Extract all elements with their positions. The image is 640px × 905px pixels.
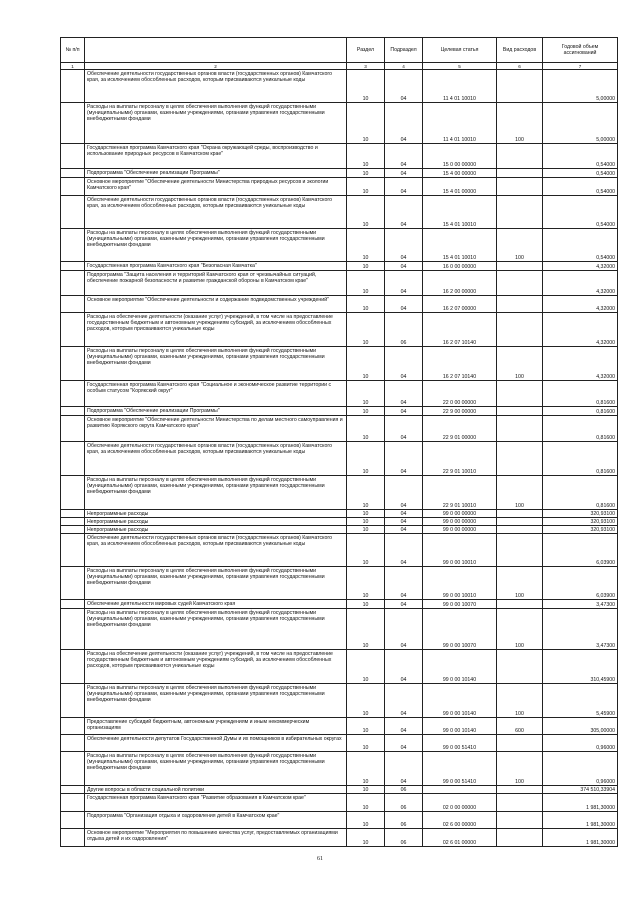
table-row [61, 718, 618, 735]
cell-csr: 22 9 01 10010 [423, 476, 497, 510]
cell-sum: 1 981,30000 [543, 794, 618, 812]
cell-razdel: 10 [347, 829, 385, 847]
cell-csr: 99 0 00 00000 [423, 510, 497, 518]
cell-csr: 15 4 01 00000 [423, 178, 497, 196]
cell-vr [497, 735, 543, 752]
column-number: 5 [423, 63, 497, 70]
cell-csr: 99 0 00 10140 [423, 718, 497, 735]
cell-vr: 100 [497, 347, 543, 381]
cell-podrazdel: 04 [385, 735, 423, 752]
cell-vr [497, 812, 543, 829]
cell-vr [497, 262, 543, 271]
cell-podrazdel: 06 [385, 794, 423, 812]
cell-podrazdel: 04 [385, 407, 423, 416]
cell-vr [497, 650, 543, 684]
cell-name: Обеспечение деятельности депутатов Государственной Думы и их помощников в избирательных округах [85, 735, 347, 752]
cell-sum: 0,54000 [543, 196, 618, 229]
cell-sum: 1 981,30000 [543, 829, 618, 847]
cell-podrazdel: 06 [385, 313, 423, 347]
table-row [61, 347, 618, 381]
cell-vr [497, 534, 543, 567]
cell-vr: 100 [497, 752, 543, 786]
cell-num [61, 718, 85, 735]
cell-razdel: 10 [347, 752, 385, 786]
table-row [61, 144, 618, 169]
table-row [61, 567, 618, 600]
cell-vr: 100 [497, 229, 543, 262]
column-number: 3 [347, 63, 385, 70]
budget-table-sheet [60, 37, 617, 847]
cell-sum: 6,03900 [543, 534, 618, 567]
cell-podrazdel: 06 [385, 786, 423, 794]
cell-sum: 310,45900 [543, 650, 618, 684]
cell-razdel: 10 [347, 518, 385, 526]
cell-csr: 99 0 00 10010 [423, 534, 497, 567]
cell-sum: 0,54000 [543, 178, 618, 196]
cell-podrazdel: 04 [385, 567, 423, 600]
table-row [61, 229, 618, 262]
header-sum: Годовой объем ассигнований [543, 38, 618, 63]
cell-razdel: 10 [347, 229, 385, 262]
cell-vr [497, 829, 543, 847]
cell-csr: 99 0 00 51410 [423, 735, 497, 752]
cell-name: Расходы на обеспечение деятельности (оказание услуг) учреждений, в том числе на предоставление государственным бюджетным и автономным учреждениям субсидий, за исключением обособленных расходов, которым присваиваются уникальные коды [85, 313, 347, 347]
cell-sum: 320,93100 [543, 518, 618, 526]
cell-num [61, 567, 85, 600]
table-row [61, 510, 618, 518]
table-row [61, 196, 618, 229]
cell-razdel: 10 [347, 169, 385, 178]
cell-sum: 1 981,30000 [543, 812, 618, 829]
cell-sum: 5,00000 [543, 70, 618, 103]
cell-vr [497, 144, 543, 169]
column-number: 4 [385, 63, 423, 70]
header-vr: Вид расходов [497, 38, 543, 63]
header-csr: Целевая статья [423, 38, 497, 63]
cell-podrazdel: 04 [385, 416, 423, 442]
cell-num [61, 416, 85, 442]
cell-name: Обеспечение деятельности государственных органов власти (государственных органов) Камчатского края, за исключением обособленных расходов, которым присваиваются уникальные коды [85, 442, 347, 476]
cell-csr: 22 9 01 00000 [423, 416, 497, 442]
cell-csr: 15 4 00 00000 [423, 169, 497, 178]
cell-razdel: 10 [347, 347, 385, 381]
cell-podrazdel: 04 [385, 169, 423, 178]
cell-name: Расходы на выплаты персоналу в целях обеспечения выполнения функций государственными (муниципальными) органами, казенными учреждениями, органами управления государственными внебюджетными фондами [85, 229, 347, 262]
cell-num [61, 178, 85, 196]
budget-table [60, 37, 618, 847]
cell-csr: 16 2 07 10140 [423, 313, 497, 347]
cell-sum: 0,81600 [543, 381, 618, 407]
cell-name: Основное мероприятие "Обеспечение деятельности и содержание подведомственных учреждений" [85, 296, 347, 313]
cell-sum: 0,96000 [543, 752, 618, 786]
cell-name: Государственная программа Камчатского края "Безопасная Камчатка" [85, 262, 347, 271]
cell-sum: 4,32000 [543, 347, 618, 381]
cell-razdel: 10 [347, 442, 385, 476]
table-row [61, 829, 618, 847]
cell-csr: 99 0 00 00000 [423, 526, 497, 534]
cell-sum: 0,54000 [543, 169, 618, 178]
table-row [61, 735, 618, 752]
cell-vr [497, 381, 543, 407]
cell-csr: 02 6 01 00000 [423, 829, 497, 847]
cell-razdel: 10 [347, 684, 385, 718]
cell-name: Расходы на выплаты персоналу в целях обеспечения выполнения функций государственными (муниципальными) органами, казенными учреждениями, органами управления государственными внебюджетными фондами [85, 347, 347, 381]
cell-razdel: 10 [347, 271, 385, 296]
table-header-row [61, 38, 618, 63]
cell-csr: 22 9 00 00000 [423, 407, 497, 416]
table-row [61, 296, 618, 313]
cell-csr [423, 786, 497, 794]
cell-num [61, 381, 85, 407]
cell-name: Основное мероприятие "Обеспечение деятельности Министерства по делам местного самоуправления и развитию Корякского округа Камчатского края" [85, 416, 347, 442]
cell-num [61, 752, 85, 786]
cell-razdel: 10 [347, 196, 385, 229]
table-row [61, 70, 618, 103]
column-number: 6 [497, 63, 543, 70]
cell-razdel: 10 [347, 812, 385, 829]
cell-podrazdel: 04 [385, 518, 423, 526]
cell-podrazdel: 04 [385, 70, 423, 103]
cell-podrazdel: 04 [385, 178, 423, 196]
cell-podrazdel: 04 [385, 381, 423, 407]
cell-razdel: 10 [347, 718, 385, 735]
cell-sum: 4,32000 [543, 296, 618, 313]
cell-num [61, 144, 85, 169]
cell-vr: 100 [497, 567, 543, 600]
cell-podrazdel: 04 [385, 752, 423, 786]
cell-num [61, 476, 85, 510]
cell-razdel: 10 [347, 103, 385, 144]
table-row [61, 609, 618, 650]
cell-sum: 0,96000 [543, 735, 618, 752]
table-row [61, 534, 618, 567]
cell-podrazdel: 04 [385, 650, 423, 684]
cell-name: Расходы на выплаты персоналу в целях обеспечения выполнения функций государственными (муниципальными) органами, казенными учреждениями, органами управления государственными внебюджетными фондами [85, 684, 347, 718]
header-razdel: Раздел [347, 38, 385, 63]
cell-num [61, 650, 85, 684]
header-num: № п/п [61, 38, 85, 63]
cell-razdel: 10 [347, 526, 385, 534]
cell-num [61, 103, 85, 144]
cell-vr [497, 70, 543, 103]
cell-vr [497, 442, 543, 476]
cell-name: Государственная программа Камчатского края "Охрана окружающей среды, воспроизводство и использование природных ресурсов в Камчатском крае" [85, 144, 347, 169]
cell-name: Расходы на обеспечение деятельности (оказание услуг) учреждений, в том числе на предоставление государственным бюджетным и автономным учреждениям субсидий, за исключением обособленных расходов, которым присваиваются уникальные коды [85, 650, 347, 684]
cell-podrazdel: 04 [385, 144, 423, 169]
cell-vr [497, 416, 543, 442]
cell-sum: 3,47300 [543, 600, 618, 609]
cell-podrazdel: 04 [385, 103, 423, 144]
cell-podrazdel: 04 [385, 262, 423, 271]
cell-csr: 16 2 07 10140 [423, 347, 497, 381]
cell-name: Расходы на выплаты персоналу в целях обеспечения выполнения функций государственными (муниципальными) органами, казенными учреждениями, органами управления государственными внебюджетными фондами [85, 752, 347, 786]
cell-name: Непрограммные расходы [85, 518, 347, 526]
cell-csr: 99 0 00 10010 [423, 567, 497, 600]
cell-num [61, 196, 85, 229]
cell-csr: 22 0 00 00000 [423, 381, 497, 407]
cell-csr: 02 0 00 00000 [423, 794, 497, 812]
cell-num [61, 510, 85, 518]
cell-csr: 16 2 07 00000 [423, 296, 497, 313]
cell-podrazdel: 04 [385, 271, 423, 296]
cell-csr: 99 0 00 51410 [423, 752, 497, 786]
cell-podrazdel: 04 [385, 510, 423, 518]
table-body [61, 70, 618, 847]
cell-sum: 320,93100 [543, 510, 618, 518]
cell-vr [497, 169, 543, 178]
cell-vr: 100 [497, 609, 543, 650]
cell-name: Расходы на выплаты персоналу в целях обеспечения выполнения функций государственными (муниципальными) органами, казенными учреждениями, органами управления государственными внебюджетными фондами [85, 567, 347, 600]
cell-num [61, 684, 85, 718]
cell-vr [497, 271, 543, 296]
column-number: 1 [61, 63, 85, 70]
cell-csr: 99 0 00 00000 [423, 518, 497, 526]
cell-num [61, 526, 85, 534]
cell-podrazdel: 04 [385, 229, 423, 262]
cell-razdel: 10 [347, 567, 385, 600]
cell-sum: 4,32000 [543, 271, 618, 296]
table-row [61, 442, 618, 476]
table-row [61, 650, 618, 684]
table-row [61, 476, 618, 510]
cell-razdel: 10 [347, 534, 385, 567]
cell-vr [497, 510, 543, 518]
cell-razdel: 10 [347, 381, 385, 407]
cell-name: Подпрограмма "Организация отдыха и оздоровления детей в Камчатском крае" [85, 812, 347, 829]
cell-podrazdel: 04 [385, 526, 423, 534]
cell-csr: 02 6 00 00000 [423, 812, 497, 829]
cell-name: Основное мероприятие "Обеспечение деятельности Министерства природных ресурсов и экологии Камчатского края" [85, 178, 347, 196]
cell-podrazdel: 04 [385, 600, 423, 609]
cell-name: Обеспечение деятельности мировых судей Камчатского края [85, 600, 347, 609]
cell-csr: 22 9 01 10010 [423, 442, 497, 476]
cell-num [61, 534, 85, 567]
cell-name: Расходы на выплаты персоналу в целях обеспечения выполнения функций государственными (муниципальными) органами, казенными учреждениями, органами управления государственными внебюджетными фондами [85, 476, 347, 510]
cell-csr: 99 0 00 10070 [423, 600, 497, 609]
cell-csr: 16 0 00 00000 [423, 262, 497, 271]
cell-num [61, 407, 85, 416]
cell-name: Расходы на выплаты персоналу в целях обеспечения выполнения функций государственными (муниципальными) органами, казенными учреждениями, органами управления государственными внебюджетными фондами [85, 103, 347, 144]
cell-sum: 5,45900 [543, 684, 618, 718]
cell-num [61, 169, 85, 178]
cell-razdel: 10 [347, 416, 385, 442]
header-podrazdel: Подраздел [385, 38, 423, 63]
cell-num [61, 262, 85, 271]
cell-sum: 320,93100 [543, 526, 618, 534]
cell-csr: 15 0 00 00000 [423, 144, 497, 169]
cell-csr: 99 0 00 10140 [423, 684, 497, 718]
table-row [61, 262, 618, 271]
cell-name: Другие вопросы в области социальной политики [85, 786, 347, 794]
cell-vr [497, 526, 543, 534]
table-row [61, 752, 618, 786]
cell-name: Основное мероприятие "Мероприятия по повышению качества услуг, предоставляемых организациями отдыха детей и их оздоровления" [85, 829, 347, 847]
cell-name: Обеспечение деятельности государственных органов власти (государственных органов) Камчатского края, за исключением обособленных расходов, которым присваиваются уникальные коды [85, 70, 347, 103]
cell-num [61, 735, 85, 752]
column-number: 7 [543, 63, 618, 70]
column-number: 2 [85, 63, 347, 70]
cell-sum: 305,00000 [543, 718, 618, 735]
cell-csr: 99 0 00 10070 [423, 609, 497, 650]
cell-vr: 100 [497, 476, 543, 510]
cell-vr: 100 [497, 684, 543, 718]
cell-sum: 6,03900 [543, 567, 618, 600]
cell-name: Подпрограмма "Защита населения и территорий Камчатского края от чрезвычайных ситуаций, обеспечение пожарной безопасности и развитие гражданской обороны в Камчатском крае" [85, 271, 347, 296]
cell-name: Обеспечение деятельности государственных органов власти (государственных органов) Камчатского края, за исключением обособленных расходов, которым присваиваются уникальные коды [85, 534, 347, 567]
cell-sum: 5,00000 [543, 103, 618, 144]
cell-razdel: 10 [347, 313, 385, 347]
cell-num [61, 70, 85, 103]
cell-name: Предоставление субсидий бюджетным, автономным учреждениям и иным некоммерческим организациям [85, 718, 347, 735]
cell-razdel: 10 [347, 70, 385, 103]
cell-podrazdel: 04 [385, 476, 423, 510]
table-row [61, 684, 618, 718]
cell-csr: 11 4 01 10010 [423, 70, 497, 103]
cell-vr [497, 407, 543, 416]
cell-podrazdel: 04 [385, 442, 423, 476]
cell-sum: 3,47300 [543, 609, 618, 650]
cell-num [61, 794, 85, 812]
table-row [61, 526, 618, 534]
cell-sum: 0,81600 [543, 476, 618, 510]
cell-razdel: 10 [347, 407, 385, 416]
cell-vr [497, 296, 543, 313]
cell-num [61, 442, 85, 476]
cell-num [61, 812, 85, 829]
cell-razdel: 10 [347, 794, 385, 812]
cell-sum: 0,81600 [543, 416, 618, 442]
cell-num [61, 296, 85, 313]
cell-podrazdel: 04 [385, 534, 423, 567]
table-row [61, 794, 618, 812]
table-row [61, 600, 618, 609]
cell-razdel: 10 [347, 296, 385, 313]
cell-num [61, 347, 85, 381]
cell-sum: 374 510,33904 [543, 786, 618, 794]
cell-razdel: 10 [347, 510, 385, 518]
table-row [61, 786, 618, 794]
cell-name: Государственная программа Камчатского края "Социальное и экономическое развитие территории с особым статусом "Корякский округ" [85, 381, 347, 407]
cell-sum: 0,54000 [543, 144, 618, 169]
cell-csr: 99 0 00 10140 [423, 650, 497, 684]
table-row [61, 518, 618, 526]
cell-num [61, 229, 85, 262]
cell-csr: 11 4 01 10010 [423, 103, 497, 144]
cell-razdel: 10 [347, 735, 385, 752]
cell-podrazdel: 04 [385, 609, 423, 650]
cell-vr: 600 [497, 718, 543, 735]
cell-name: Обеспечение деятельности государственных органов власти (государственных органов) Камчатского края, за исключением обособленных расходов, которым присваиваются уникальные коды [85, 196, 347, 229]
cell-razdel: 10 [347, 178, 385, 196]
column-number-row [61, 63, 618, 70]
cell-csr: 15 4 01 10010 [423, 196, 497, 229]
cell-num [61, 271, 85, 296]
cell-csr: 16 2 00 00000 [423, 271, 497, 296]
cell-podrazdel: 04 [385, 196, 423, 229]
cell-num [61, 313, 85, 347]
cell-name: Подпрограмма "Обеспечение реализации Программы" [85, 407, 347, 416]
header-name [85, 38, 347, 63]
table-row [61, 381, 618, 407]
cell-sum: 0,81600 [543, 442, 618, 476]
cell-vr [497, 196, 543, 229]
cell-podrazdel: 06 [385, 812, 423, 829]
cell-name: Расходы на выплаты персоналу в целях обеспечения выполнения функций государственными (муниципальными) органами, казенными учреждениями, органами управления государственными внебюджетными фондами [85, 609, 347, 650]
cell-name: Непрограммные расходы [85, 510, 347, 518]
cell-num [61, 609, 85, 650]
table-row [61, 169, 618, 178]
cell-podrazdel: 04 [385, 684, 423, 718]
cell-vr [497, 178, 543, 196]
table-row [61, 271, 618, 296]
cell-name: Государственная программа Камчатского края "Развитие образования в Камчатском крае" [85, 794, 347, 812]
cell-name: Подпрограмма "Обеспечение реализации Программы" [85, 169, 347, 178]
cell-razdel: 10 [347, 650, 385, 684]
cell-csr: 15 4 01 10010 [423, 229, 497, 262]
cell-podrazdel: 04 [385, 347, 423, 381]
cell-razdel: 10 [347, 786, 385, 794]
page-number: 61 [317, 856, 323, 862]
cell-razdel: 10 [347, 262, 385, 271]
cell-vr [497, 600, 543, 609]
cell-razdel: 10 [347, 600, 385, 609]
cell-sum: 0,54000 [543, 229, 618, 262]
cell-sum: 4,32000 [543, 313, 618, 347]
table-row [61, 178, 618, 196]
cell-podrazdel: 04 [385, 718, 423, 735]
cell-sum: 4,32000 [543, 262, 618, 271]
table-row [61, 313, 618, 347]
cell-num [61, 518, 85, 526]
cell-vr [497, 313, 543, 347]
table-row [61, 812, 618, 829]
cell-razdel: 10 [347, 609, 385, 650]
cell-vr [497, 794, 543, 812]
cell-vr [497, 786, 543, 794]
cell-name: Непрограммные расходы [85, 526, 347, 534]
cell-num [61, 600, 85, 609]
cell-num [61, 786, 85, 794]
cell-podrazdel: 04 [385, 296, 423, 313]
table-row [61, 407, 618, 416]
cell-razdel: 10 [347, 144, 385, 169]
cell-num [61, 829, 85, 847]
table-row [61, 103, 618, 144]
table-row [61, 416, 618, 442]
cell-vr [497, 518, 543, 526]
cell-podrazdel: 06 [385, 829, 423, 847]
cell-vr: 100 [497, 103, 543, 144]
cell-sum: 0,81600 [543, 407, 618, 416]
cell-razdel: 10 [347, 476, 385, 510]
